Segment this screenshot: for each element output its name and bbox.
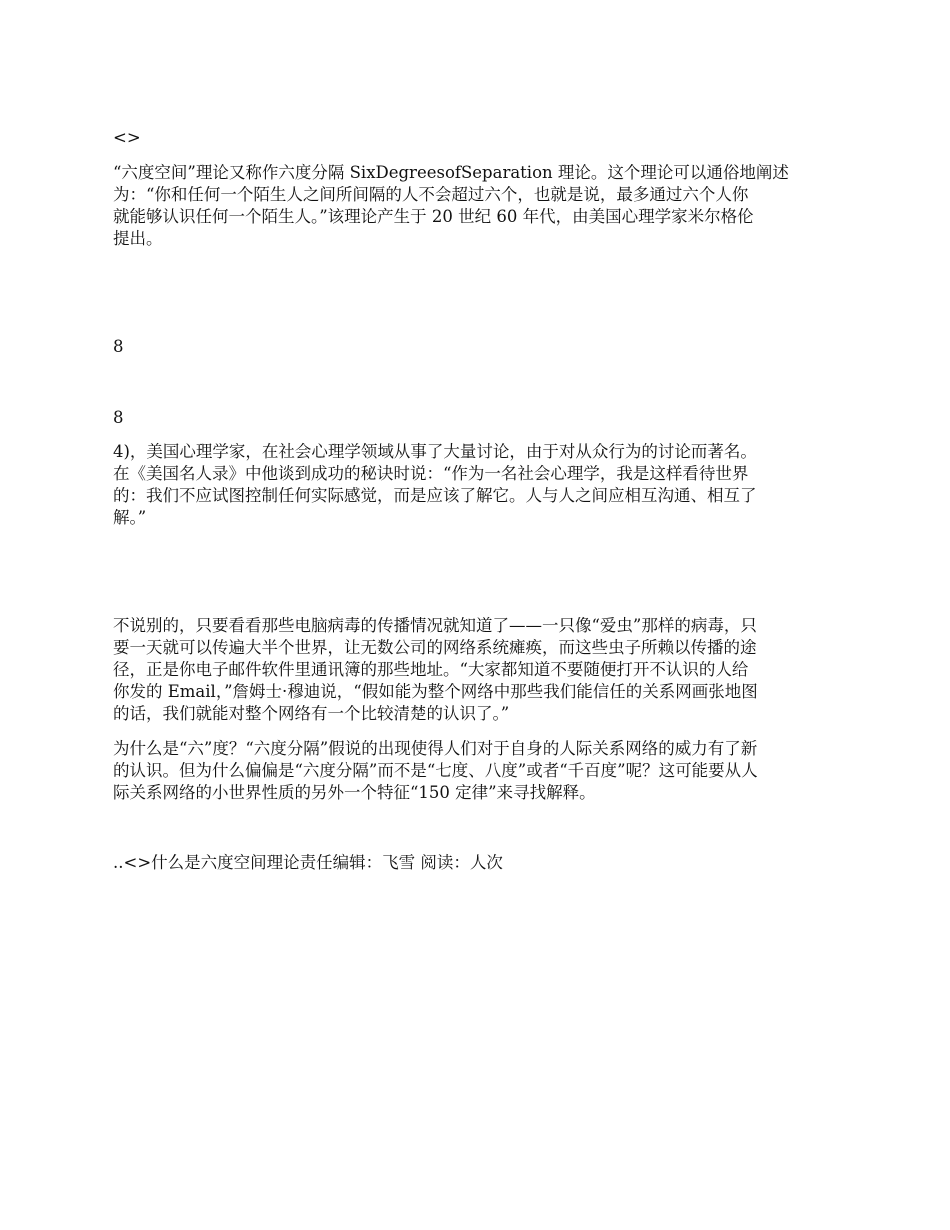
intro-line: 为：“你和任何一个陌生人之间所间隔的人不会超过六个，也就是说，最多通过六个人你: [113, 185, 749, 204]
why-six-line: 的认识。但为什么偏偏是“六度分隔”而不是“七度、八度”或者“千百度”呢？这可能要从人: [113, 761, 758, 780]
bio-paragraph: [113, 441, 843, 529]
virus-line: 你发的 Email，”詹姆士·穆迪说，“假如能为整个网络中那些我们能信任的关系网画张地图: [113, 682, 758, 701]
virus-paragraph: [113, 615, 843, 725]
virus-line: 要一天就可以传遍大半个世界，让无数公司的网络系统瘫痪，而这些虫子所赖以传播的途: [113, 638, 757, 657]
intro-line: “六度空间”理论又称作六度分隔 SixDegreesofSeparation 理论。这个理论可以通俗地阐述: [113, 163, 789, 182]
why-six-paragraph: [113, 738, 843, 804]
number-a: 8: [113, 337, 124, 356]
heading-marker: <>: [113, 128, 141, 147]
intro-line: 就能够认识任何一个陌生人。”该理论产生于 20 世纪 60 年代，由美国心理学家米尔格伦: [113, 207, 754, 226]
bio-line: 的：我们不应试图控制任何实际感觉，而是应该了解它。人与人之间应相互沟通、相互了: [113, 486, 757, 505]
footer-line: ..<>什么是六度空间理论责任编辑：飞雪 阅读：人次: [113, 853, 503, 872]
bio-line: 4)，美国心理学家，在社会心理学领域从事了大量讨论，由于对从众行为的讨论而著名。: [113, 442, 757, 461]
bio-line: 在《美国名人录》中他谈到成功的秘诀时说：“作为一名社会心理学，我是这样看待世界: [113, 464, 749, 483]
bio-line: 解。”: [113, 508, 147, 527]
virus-line: 不说别的，只要看看那些电脑病毒的传播情况就知道了——一只像“爱虫”那样的病毒，只: [113, 616, 757, 635]
why-six-line: 为什么是“六”度？“六度分隔”假说的出现使得人们对于自身的人际关系网络的威力有了新: [113, 739, 758, 758]
virus-line: 的话，我们就能对整个网络有一个比较清楚的认识了。”: [113, 704, 510, 723]
number-b: 8: [113, 408, 124, 427]
intro-line: 提出。: [113, 229, 163, 248]
virus-line: 径，正是你电子邮件软件里通讯簿的那些地址。“大家都知道不要随便打开不认识的人给: [113, 660, 749, 679]
intro-paragraph: [113, 162, 843, 250]
why-six-line: 际关系网络的小世界性质的另外一个特征“150 定律”来寻找解释。: [113, 783, 596, 802]
